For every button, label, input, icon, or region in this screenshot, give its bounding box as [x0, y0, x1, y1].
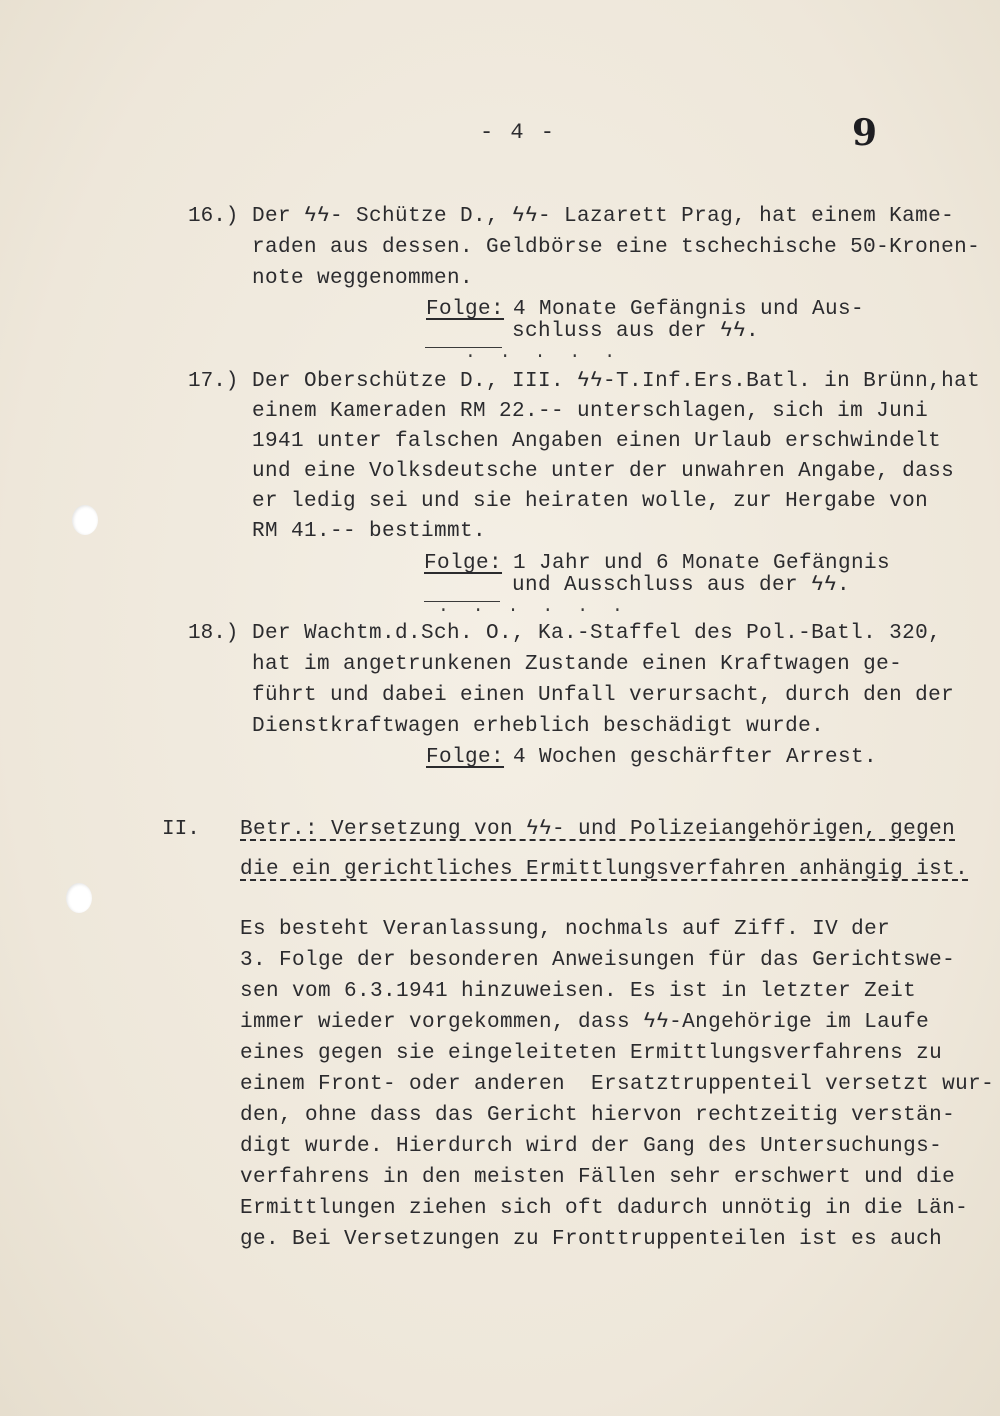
separator-dots: ...... — [438, 597, 647, 617]
folge-text: 4 Wochen geschärfter Arrest. — [500, 746, 878, 769]
item-number: 17.) — [188, 370, 239, 393]
item-number: 18.) — [188, 622, 239, 645]
separator-dots: ..... — [465, 343, 640, 363]
section-body-line: Es besteht Veranlassung, nochmals auf Ziff. IV der — [240, 918, 891, 941]
item-text-line: note weggenommen. — [252, 267, 474, 290]
folge-label: Folge: — [426, 298, 505, 321]
item-number: 16.) — [188, 205, 239, 228]
item-text-line: RM 41.-- bestimmt. — [252, 520, 487, 543]
section-heading-line: die ein gerichtliches Ermittlungsverfahren anhängig ist. — [240, 858, 969, 881]
item-text-line: hat im angetrunkenen Zustande einen Kraftwagen ge- — [252, 653, 903, 676]
folge-text: 4 Monate Gefängnis und Aus- — [500, 298, 865, 321]
folge-text: schluss aus der ϟϟ. — [512, 320, 760, 343]
section-numeral: II. — [162, 818, 200, 841]
section-body-line: digt wurde. Hierdurch wird der Gang des Untersuchungs- — [240, 1135, 943, 1158]
folge-label: Folge: — [426, 746, 505, 769]
folge-text: und Ausschluss aus der ϟϟ. — [512, 574, 851, 597]
item-text-line: Der Wachtm.d.Sch. O., Ka.-Staffel des Pol.-Batl. 320, — [252, 622, 942, 645]
folio-number: 9 — [852, 112, 878, 154]
section-body-line: verfahrens in den meisten Fällen sehr erschwert und die — [240, 1166, 956, 1189]
item-text-line: einem Kameraden RM 22.-- unterschlagen, sich im Juni — [252, 400, 929, 423]
item-text-line: führt und dabei einen Unfall verursacht, durch den der — [252, 684, 955, 707]
item-text-line: Dienstkraftwagen erheblich beschädigt wurde. — [252, 715, 825, 738]
item-text-line: raden aus dessen. Geldbörse eine tschechische 50-Kronen- — [252, 236, 981, 259]
section-body-line: einem Front- oder anderen Ersatztruppenteil versetzt wur- — [240, 1073, 995, 1096]
item-text-line: 1941 unter falschen Angaben einen Urlaub erschwindelt — [252, 430, 942, 453]
section-body-line: 3. Folge der besonderen Anweisungen für das Gerichtswe- — [240, 949, 956, 972]
section-body-line: immer wieder vorgekommen, dass ϟϟ-Angehörige im Laufe — [240, 1011, 930, 1034]
item-text-line: Der Oberschütze D., III. ϟϟ-T.Inf.Ers.Batl. in Brünn,hat — [252, 370, 981, 393]
section-body-line: Ermittlungen ziehen sich oft dadurch unnötig in die Län- — [240, 1197, 969, 1220]
item-text-line: er ledig sei und sie heiraten wolle, zur Hergabe von — [252, 490, 929, 513]
item-text-line: Der ϟϟ- Schütze D., ϟϟ- Lazarett Prag, hat einem Kame- — [252, 205, 955, 228]
punch-hole-bottom — [66, 883, 92, 913]
item-text-line: und eine Volksdeutsche unter der unwahren Angabe, dass — [252, 460, 955, 483]
punch-hole-top — [72, 505, 98, 535]
page-number: - 4 - — [480, 120, 557, 145]
folge-text: 1 Jahr und 6 Monate Gefängnis — [500, 552, 891, 575]
section-body-line: eines gegen sie eingeleiteten Ermittlungsverfahrens zu — [240, 1042, 943, 1065]
section-body-line: ge. Bei Versetzungen zu Fronttruppenteilen ist es auch — [240, 1228, 943, 1251]
section-body-line: sen vom 6.3.1941 hinzuweisen. Es ist in letzter Zeit — [240, 980, 917, 1003]
section-body-line: den, ohne dass das Gericht hiervon rechtzeitig verstän- — [240, 1104, 956, 1127]
folge-label: Folge: — [424, 552, 503, 575]
section-heading-line: Betr.: Versetzung von ϟϟ- und Polizeiangehörigen, gegen — [240, 818, 956, 841]
